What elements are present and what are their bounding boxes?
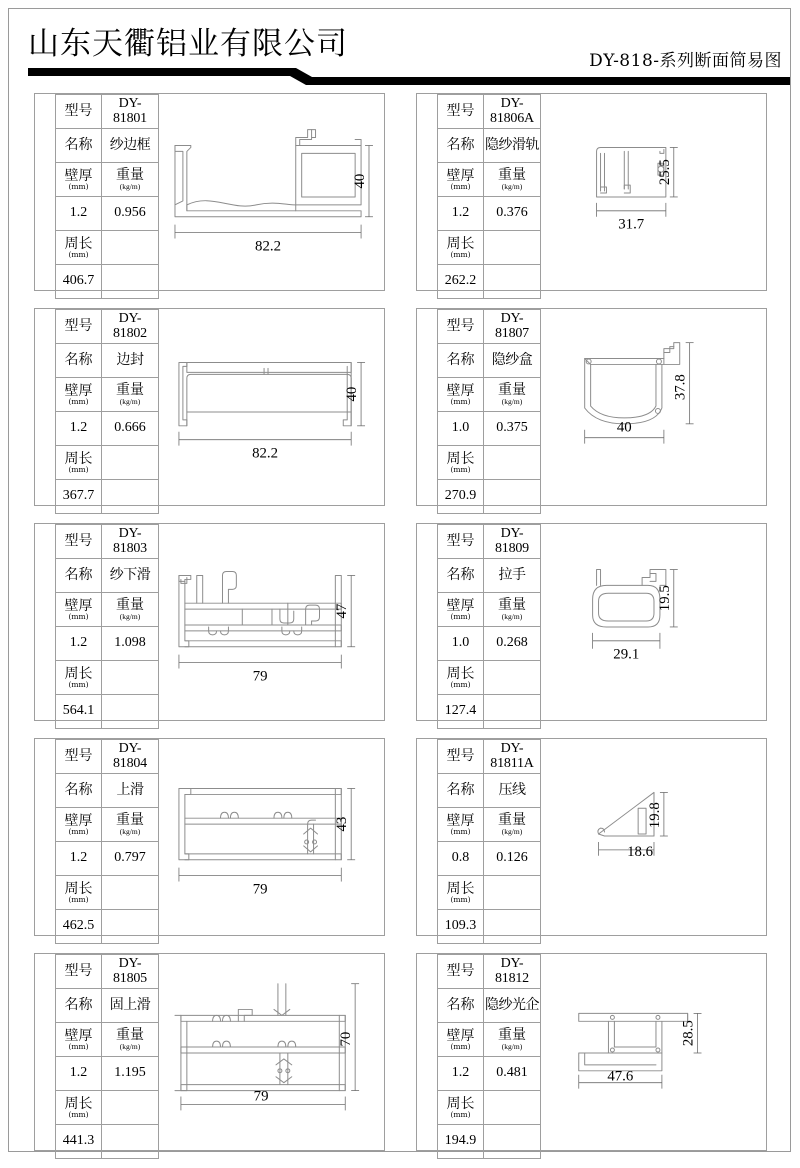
dimension-width: 29.1 xyxy=(613,646,640,663)
table-row xyxy=(438,129,541,163)
perimeter-label: 周长 (mm) xyxy=(56,1091,102,1125)
name-value: 压线 xyxy=(484,774,541,808)
perimeter-label: 周长 (mm) xyxy=(56,876,102,910)
thickness-label: 壁厚 (mm) xyxy=(56,163,102,197)
dimension-width: 18.6 xyxy=(627,843,654,860)
profile-panel xyxy=(34,308,385,506)
weight-label: 重量 (kg/m) xyxy=(484,378,541,412)
document-header xyxy=(0,0,800,88)
thickness-label: 壁厚 (mm) xyxy=(438,593,484,627)
empty-cell xyxy=(102,265,159,299)
table-row xyxy=(56,1023,159,1057)
weight-label: 重量 (kg/m) xyxy=(102,163,159,197)
table-row xyxy=(56,378,159,412)
perimeter-value: 194.9 xyxy=(438,1125,484,1159)
perimeter-value: 462.5 xyxy=(56,910,102,944)
weight-value: 1.195 xyxy=(102,1057,159,1091)
thickness-value: 1.2 xyxy=(438,197,484,231)
model-value: DY-81809 xyxy=(484,525,541,559)
table-row xyxy=(56,412,159,446)
table-row xyxy=(56,344,159,378)
name-label: 名称 xyxy=(56,344,102,378)
spec-table xyxy=(55,524,159,729)
table-row xyxy=(56,876,159,910)
perimeter-value: 109.3 xyxy=(438,910,484,944)
dimension-height: 70 xyxy=(338,1031,355,1047)
model-label: 型号 xyxy=(56,525,102,559)
weight-value: 0.956 xyxy=(102,197,159,231)
thickness-label: 壁厚 (mm) xyxy=(56,378,102,412)
thickness-label: 壁厚 (mm) xyxy=(56,808,102,842)
perimeter-label: 周长 (mm) xyxy=(438,231,484,265)
model-value: DY-81803 xyxy=(102,525,159,559)
model-label: 型号 xyxy=(56,740,102,774)
name-value: 固上滑 xyxy=(102,989,159,1023)
table-row xyxy=(438,1023,541,1057)
model-value: DY-81805 xyxy=(102,955,159,989)
table-row xyxy=(56,910,159,944)
model-label: 型号 xyxy=(438,525,484,559)
thickness-value: 1.2 xyxy=(56,197,102,231)
model-label: 型号 xyxy=(438,740,484,774)
perimeter-value: 406.7 xyxy=(56,265,102,299)
dimension-width: 79 xyxy=(252,881,268,898)
table-row xyxy=(56,525,159,559)
thickness-label: 壁厚 (mm) xyxy=(438,808,484,842)
table-row xyxy=(56,559,159,593)
weight-label: 重量 (kg/m) xyxy=(484,1023,541,1057)
dimension-height: 25.5 xyxy=(656,159,673,186)
dimension-width: 82.2 xyxy=(255,238,282,255)
weight-label: 重量 (kg/m) xyxy=(102,378,159,412)
table-row xyxy=(438,344,541,378)
profile-panel xyxy=(34,93,385,291)
name-label: 名称 xyxy=(438,559,484,593)
empty-cell xyxy=(484,910,541,944)
perimeter-label: 周长 (mm) xyxy=(438,661,484,695)
table-row xyxy=(438,842,541,876)
profile-panel xyxy=(34,738,385,936)
model-label: 型号 xyxy=(56,310,102,344)
table-row xyxy=(438,955,541,989)
thickness-value: 1.2 xyxy=(56,842,102,876)
name-value: 纱下滑 xyxy=(102,559,159,593)
profile-panel xyxy=(416,523,767,721)
perimeter-label: 周长 (mm) xyxy=(438,446,484,480)
profile-panel xyxy=(34,523,385,721)
weight-value: 0.376 xyxy=(484,197,541,231)
table-row xyxy=(438,627,541,661)
thickness-value: 0.8 xyxy=(438,842,484,876)
empty-cell xyxy=(102,1091,159,1125)
table-row xyxy=(56,265,159,299)
table-row xyxy=(438,1057,541,1091)
header-accent-bar xyxy=(0,60,800,86)
name-value: 边封 xyxy=(102,344,159,378)
weight-label: 重量 (kg/m) xyxy=(484,808,541,842)
table-row xyxy=(56,480,159,514)
table-row xyxy=(56,197,159,231)
weight-value: 0.126 xyxy=(484,842,541,876)
name-label: 名称 xyxy=(56,559,102,593)
dimension-height: 40 xyxy=(352,173,369,189)
thickness-value: 1.0 xyxy=(438,627,484,661)
name-value: 上滑 xyxy=(102,774,159,808)
perimeter-label: 周长 (mm) xyxy=(438,1091,484,1125)
perimeter-label: 周长 (mm) xyxy=(438,876,484,910)
weight-label: 重量 (kg/m) xyxy=(484,163,541,197)
table-row xyxy=(438,910,541,944)
table-row xyxy=(56,774,159,808)
table-row xyxy=(56,989,159,1023)
table-row xyxy=(56,842,159,876)
cross-section-drawing xyxy=(157,954,384,1150)
empty-cell xyxy=(102,695,159,729)
table-row xyxy=(438,774,541,808)
empty-cell xyxy=(102,1125,159,1159)
weight-value: 0.481 xyxy=(484,1057,541,1091)
cross-section-drawing xyxy=(157,309,384,505)
weight-value: 0.797 xyxy=(102,842,159,876)
profile-panel xyxy=(416,93,767,291)
spec-table xyxy=(55,739,159,944)
dimension-height: 28.5 xyxy=(680,1020,697,1047)
dimension-width: 47.6 xyxy=(607,1068,634,1085)
profile-panel xyxy=(34,953,385,1151)
model-value: DY-81806A xyxy=(484,95,541,129)
dimension-width: 82.2 xyxy=(252,445,279,462)
table-row xyxy=(56,661,159,695)
thickness-value: 1.2 xyxy=(438,1057,484,1091)
table-row xyxy=(438,412,541,446)
model-value: DY-81811A xyxy=(484,740,541,774)
dimension-width: 79 xyxy=(252,668,268,685)
cross-section-drawing xyxy=(539,309,766,505)
table-row xyxy=(56,1091,159,1125)
thickness-value: 1.0 xyxy=(438,412,484,446)
weight-value: 1.098 xyxy=(102,627,159,661)
thickness-label: 壁厚 (mm) xyxy=(438,163,484,197)
weight-value: 0.268 xyxy=(484,627,541,661)
spec-table xyxy=(55,94,159,299)
cross-section-drawing xyxy=(157,524,384,720)
perimeter-value: 441.3 xyxy=(56,1125,102,1159)
spec-table xyxy=(437,309,541,514)
profile-panel xyxy=(416,308,767,506)
table-row xyxy=(56,1125,159,1159)
empty-cell xyxy=(484,1125,541,1159)
dimension-width: 40 xyxy=(616,419,632,436)
perimeter-value: 564.1 xyxy=(56,695,102,729)
empty-cell xyxy=(484,265,541,299)
table-row xyxy=(438,695,541,729)
empty-cell xyxy=(484,661,541,695)
empty-cell xyxy=(484,446,541,480)
name-label: 名称 xyxy=(56,129,102,163)
model-label: 型号 xyxy=(438,955,484,989)
perimeter-label: 周长 (mm) xyxy=(56,231,102,265)
model-label: 型号 xyxy=(438,310,484,344)
empty-cell xyxy=(102,231,159,265)
name-value: 隐纱盒 xyxy=(484,344,541,378)
perimeter-value: 367.7 xyxy=(56,480,102,514)
model-value: DY-81807 xyxy=(484,310,541,344)
dimension-height: 40 xyxy=(344,386,361,402)
spec-table xyxy=(55,954,159,1159)
table-row xyxy=(438,231,541,265)
empty-cell xyxy=(102,446,159,480)
model-value: DY-81802 xyxy=(102,310,159,344)
weight-label: 重量 (kg/m) xyxy=(102,593,159,627)
table-row xyxy=(438,876,541,910)
table-row xyxy=(56,627,159,661)
table-row xyxy=(438,95,541,129)
cross-section-drawing xyxy=(539,94,766,290)
table-row xyxy=(438,446,541,480)
model-label: 型号 xyxy=(56,95,102,129)
table-row xyxy=(438,808,541,842)
name-value: 拉手 xyxy=(484,559,541,593)
weight-label: 重量 (kg/m) xyxy=(102,808,159,842)
table-row xyxy=(438,480,541,514)
weight-value: 0.375 xyxy=(484,412,541,446)
thickness-label: 壁厚 (mm) xyxy=(438,1023,484,1057)
table-row xyxy=(438,197,541,231)
table-row xyxy=(438,740,541,774)
table-row xyxy=(438,163,541,197)
model-value: DY-81804 xyxy=(102,740,159,774)
dimension-height: 19.8 xyxy=(646,802,663,829)
perimeter-label: 周长 (mm) xyxy=(56,661,102,695)
thickness-label: 壁厚 (mm) xyxy=(438,378,484,412)
table-row xyxy=(56,593,159,627)
empty-cell xyxy=(102,480,159,514)
cross-section-drawing xyxy=(539,524,766,720)
dimension-height: 37.8 xyxy=(672,374,689,401)
dimension-width: 79 xyxy=(253,1088,269,1105)
spec-table xyxy=(437,739,541,944)
weight-label: 重量 (kg/m) xyxy=(102,1023,159,1057)
table-row xyxy=(438,265,541,299)
table-row xyxy=(438,559,541,593)
name-label: 名称 xyxy=(438,774,484,808)
model-label: 型号 xyxy=(438,95,484,129)
thickness-value: 1.2 xyxy=(56,412,102,446)
weight-label: 重量 (kg/m) xyxy=(484,593,541,627)
perimeter-value: 127.4 xyxy=(438,695,484,729)
empty-cell xyxy=(484,231,541,265)
spec-table xyxy=(437,94,541,299)
cross-section-drawing xyxy=(157,94,384,290)
name-label: 名称 xyxy=(56,989,102,1023)
dimension-height: 47 xyxy=(334,603,351,619)
empty-cell xyxy=(102,876,159,910)
cross-section-drawing xyxy=(157,739,384,935)
perimeter-value: 262.2 xyxy=(438,265,484,299)
perimeter-label: 周长 (mm) xyxy=(56,446,102,480)
empty-cell xyxy=(484,1091,541,1125)
thickness-label: 壁厚 (mm) xyxy=(56,593,102,627)
name-value: 纱边框 xyxy=(102,129,159,163)
name-label: 名称 xyxy=(438,344,484,378)
table-row xyxy=(438,989,541,1023)
name-label: 名称 xyxy=(438,989,484,1023)
table-row xyxy=(438,593,541,627)
table-row xyxy=(438,1125,541,1159)
table-row xyxy=(56,955,159,989)
weight-value: 0.666 xyxy=(102,412,159,446)
table-row xyxy=(438,1091,541,1125)
thickness-value: 1.2 xyxy=(56,627,102,661)
empty-cell xyxy=(484,695,541,729)
table-row xyxy=(56,129,159,163)
table-row xyxy=(56,740,159,774)
table-row xyxy=(56,446,159,480)
cross-section-drawing xyxy=(539,739,766,935)
profile-panel-grid xyxy=(34,93,767,1151)
spec-table xyxy=(437,524,541,729)
name-label: 名称 xyxy=(56,774,102,808)
document-title: DY-818-系列断面简易图 xyxy=(589,51,782,71)
table-row xyxy=(56,808,159,842)
company-name: 山东天衢铝业有限公司 xyxy=(28,26,348,62)
table-row xyxy=(438,525,541,559)
perimeter-value: 270.9 xyxy=(438,480,484,514)
empty-cell xyxy=(484,876,541,910)
empty-cell xyxy=(484,480,541,514)
empty-cell xyxy=(102,661,159,695)
profile-panel xyxy=(416,953,767,1151)
model-value: DY-81812 xyxy=(484,955,541,989)
model-value: DY-81801 xyxy=(102,95,159,129)
table-row xyxy=(438,661,541,695)
table-row xyxy=(56,95,159,129)
dimension-width: 31.7 xyxy=(618,216,645,233)
name-value: 隐纱光企 xyxy=(484,989,541,1023)
thickness-label: 壁厚 (mm) xyxy=(56,1023,102,1057)
spec-table xyxy=(55,309,159,514)
table-row xyxy=(56,695,159,729)
table-row xyxy=(56,310,159,344)
name-value: 隐纱滑轨 xyxy=(484,129,541,163)
table-row xyxy=(56,163,159,197)
table-row xyxy=(438,310,541,344)
table-row xyxy=(56,1057,159,1091)
profile-panel xyxy=(416,738,767,936)
cross-section-drawing xyxy=(539,954,766,1150)
dimension-height: 19.5 xyxy=(656,585,673,612)
table-row xyxy=(56,231,159,265)
table-row xyxy=(438,378,541,412)
spec-table xyxy=(437,954,541,1159)
model-label: 型号 xyxy=(56,955,102,989)
name-label: 名称 xyxy=(438,129,484,163)
dimension-height: 43 xyxy=(334,816,351,832)
thickness-value: 1.2 xyxy=(56,1057,102,1091)
empty-cell xyxy=(102,910,159,944)
